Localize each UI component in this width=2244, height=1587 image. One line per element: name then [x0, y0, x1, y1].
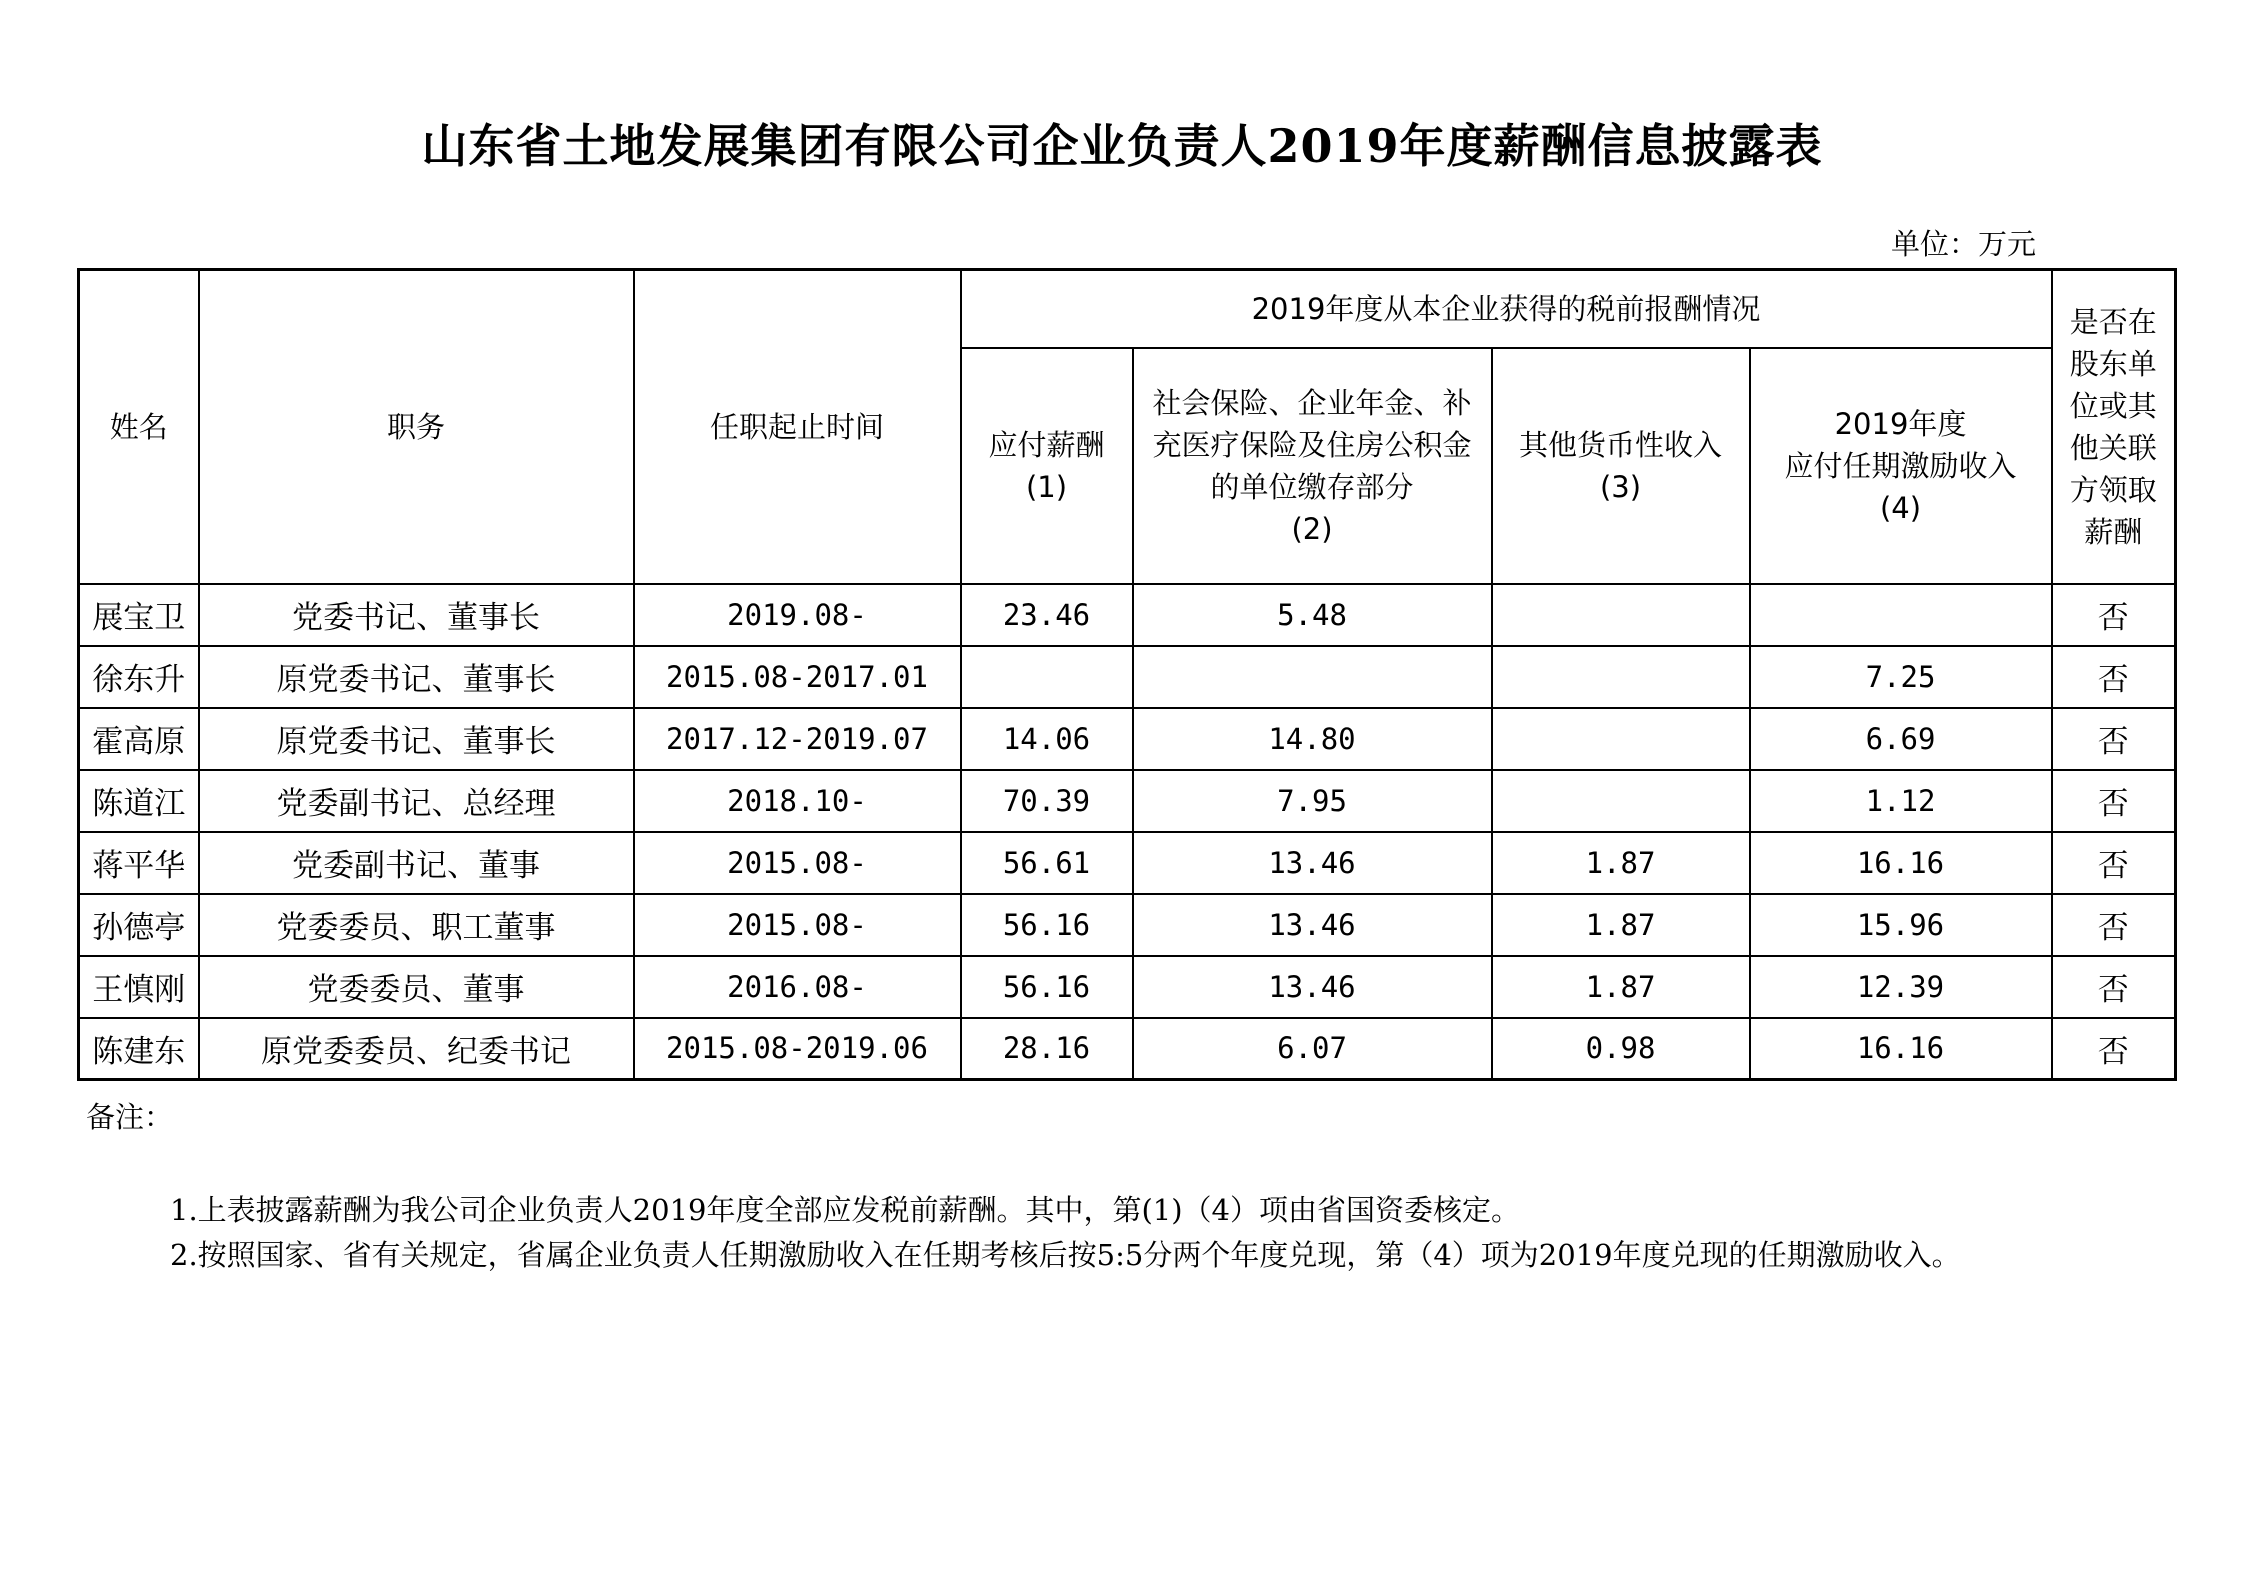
cell-related-party: 否	[2052, 770, 2176, 832]
cell-term: 2015.08-2019.06	[634, 1018, 961, 1080]
cell-name: 蒋平华	[79, 832, 199, 894]
cell-term: 2017.12-2019.07	[634, 708, 961, 770]
table-row	[79, 1018, 2176, 1080]
page-title: 山东省土地发展集团有限公司企业负责人2019年度薪酬信息披露表	[421, 119, 1823, 173]
unit-label: 单位：万元	[1890, 227, 2036, 261]
cell-insurance: 13.46	[1133, 832, 1492, 894]
table-row	[79, 832, 2176, 894]
header-side-text: 是否在股东单位或其他关联方领取薪酬	[2069, 304, 2157, 549]
cell-other-income	[1492, 584, 1750, 646]
cell-incentive: 12.39	[1750, 956, 2052, 1018]
header-col4-line1: 2019年度	[1834, 406, 1967, 441]
cell-salary: 56.61	[961, 832, 1133, 894]
cell-name: 孙德亭	[79, 894, 199, 956]
table-row	[79, 708, 2176, 770]
table-row	[79, 956, 2176, 1018]
cell-incentive: 1.12	[1750, 770, 2052, 832]
cell-incentive: 15.96	[1750, 894, 2052, 956]
cell-insurance: 14.80	[1133, 708, 1492, 770]
cell-other-income: 0.98	[1492, 1018, 1750, 1080]
header-col4-line2: 应付任期激励收入	[1784, 448, 2017, 483]
cell-other-income: 1.87	[1492, 832, 1750, 894]
cell-incentive	[1750, 584, 2052, 646]
notes-label: 备注：	[86, 1100, 174, 1134]
cell-related-party: 否	[2052, 708, 2176, 770]
header-col3-num: (3)	[1599, 469, 1642, 504]
cell-incentive: 6.69	[1750, 708, 2052, 770]
cell-salary: 56.16	[961, 894, 1133, 956]
cell-insurance: 5.48	[1133, 584, 1492, 646]
cell-name: 徐东升	[79, 646, 199, 708]
cell-other-income	[1492, 770, 1750, 832]
cell-insurance: 7.95	[1133, 770, 1492, 832]
table-row	[79, 770, 2176, 832]
note-item-2: 2.按照国家、省有关规定，省属企业负责人任期激励收入在任期考核后按5:5分两个年度兑现，第（4）项为2019年度兑现的任期激励收入。	[170, 1238, 1961, 1272]
header-side	[2052, 270, 2176, 584]
cell-incentive: 16.16	[1750, 832, 2052, 894]
cell-position: 原党委书记、董事长	[199, 646, 634, 708]
cell-term: 2019.08-	[634, 584, 961, 646]
cell-position: 党委副书记、董事	[199, 832, 634, 894]
cell-other-income	[1492, 708, 1750, 770]
cell-name: 陈道江	[79, 770, 199, 832]
cell-position: 党委委员、职工董事	[199, 894, 634, 956]
cell-term: 2015.08-2017.01	[634, 646, 961, 708]
header-col3-label: 其他货币性收入	[1518, 427, 1722, 462]
header-term: 任职起止时间	[634, 270, 961, 584]
cell-salary: 23.46	[961, 584, 1133, 646]
header-col4	[1750, 348, 2052, 584]
cell-related-party: 否	[2052, 584, 2176, 646]
cell-salary: 70.39	[961, 770, 1133, 832]
cell-salary: 56.16	[961, 956, 1133, 1018]
header-col1-label: 应付薪酬	[988, 427, 1105, 462]
table-body	[79, 584, 2176, 1080]
cell-salary: 14.06	[961, 708, 1133, 770]
notes	[86, 1188, 2166, 1278]
header-name: 姓名	[79, 270, 199, 584]
cell-term: 2016.08-	[634, 956, 961, 1018]
cell-related-party: 否	[2052, 956, 2176, 1018]
cell-term: 2015.08-	[634, 832, 961, 894]
cell-related-party: 否	[2052, 646, 2176, 708]
cell-other-income: 1.87	[1492, 894, 1750, 956]
header-col2	[1133, 348, 1492, 584]
cell-name: 展宝卫	[79, 584, 199, 646]
cell-other-income	[1492, 646, 1750, 708]
header-col2-num: (2)	[1291, 511, 1333, 546]
cell-term: 2015.08-	[634, 894, 961, 956]
cell-insurance: 13.46	[1133, 894, 1492, 956]
cell-incentive: 7.25	[1750, 646, 2052, 708]
cell-position: 党委委员、董事	[199, 956, 634, 1018]
cell-position: 原党委书记、董事长	[199, 708, 634, 770]
cell-related-party: 否	[2052, 832, 2176, 894]
cell-salary: 28.16	[961, 1018, 1133, 1080]
header-position: 职务	[199, 270, 634, 584]
cell-name: 王慎刚	[79, 956, 199, 1018]
header-col2-label: 社会保险、企业年金、补充医疗保险及住房公积金的单位缴存部分	[1152, 385, 1472, 504]
table-row	[79, 894, 2176, 956]
cell-other-income: 1.87	[1492, 956, 1750, 1018]
cell-related-party: 否	[2052, 1018, 2176, 1080]
cell-insurance: 6.07	[1133, 1018, 1492, 1080]
salary-table	[77, 268, 2177, 1081]
cell-name: 陈建东	[79, 1018, 199, 1080]
cell-position: 原党委委员、纪委书记	[199, 1018, 634, 1080]
cell-salary	[961, 646, 1133, 708]
cell-insurance	[1133, 646, 1492, 708]
cell-position: 党委书记、董事长	[199, 584, 634, 646]
cell-name: 霍高原	[79, 708, 199, 770]
cell-position: 党委副书记、总经理	[199, 770, 634, 832]
header-col1-num: (1)	[1025, 469, 1068, 504]
table-row	[79, 584, 2176, 646]
cell-incentive: 16.16	[1750, 1018, 2052, 1080]
header-group: 2019年度从本企业获得的税前报酬情况	[961, 270, 2052, 348]
header-col1	[961, 348, 1133, 584]
cell-related-party: 否	[2052, 894, 2176, 956]
table-row	[79, 646, 2176, 708]
note-item-1: 1.上表披露薪酬为我公司企业负责人2019年度全部应发税前薪酬。其中，第(1)（4）项由省国资委核定。	[170, 1193, 1521, 1227]
header-col3	[1492, 348, 1750, 584]
cell-insurance: 13.46	[1133, 956, 1492, 1018]
cell-term: 2018.10-	[634, 770, 961, 832]
header-col4-num: (4)	[1879, 490, 1922, 525]
